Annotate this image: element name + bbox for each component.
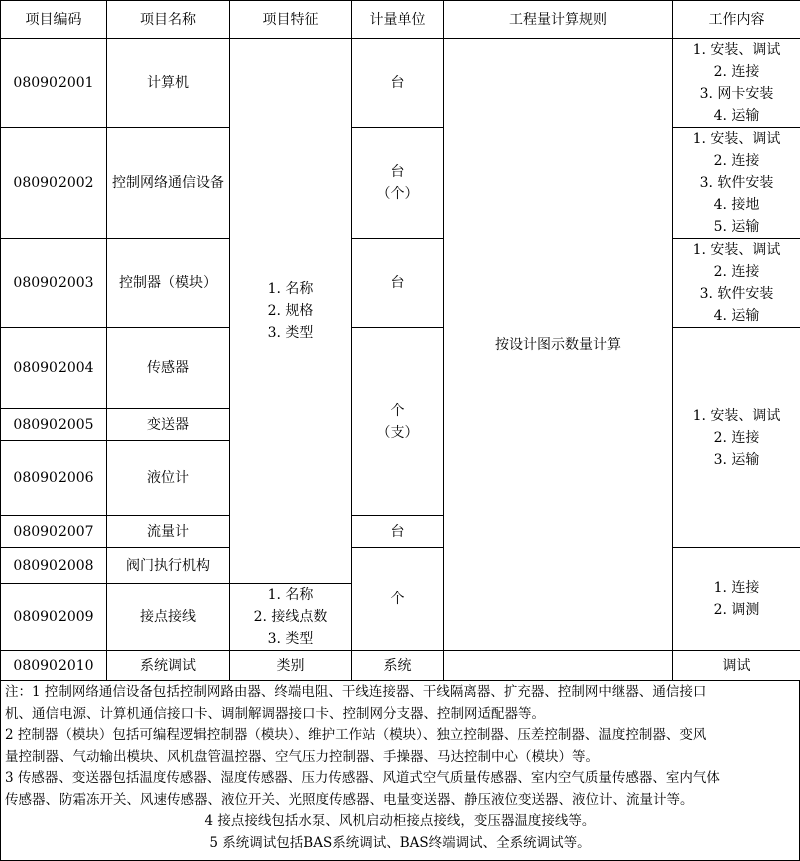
work-line: 4. 运输 [713, 308, 760, 324]
work-line: 2. 连接 [713, 64, 760, 80]
item-name: 阀门执行机构 [107, 548, 230, 584]
feature-line: 3. 类型 [267, 631, 314, 647]
item-name: 计算机 [107, 39, 230, 128]
header-unit: 计量单位 [352, 1, 444, 39]
unit-cell [352, 328, 444, 516]
work-line: 4. 接地 [713, 197, 760, 213]
header-rule: 工程量计算规则 [444, 1, 673, 39]
unit-line: （个） [376, 186, 419, 202]
table-row [1, 651, 800, 681]
feature-line: 3. 类型 [267, 325, 314, 341]
header-code: 项目编码 [1, 1, 107, 39]
unit-cell [352, 128, 444, 239]
work-line: 2. 连接 [713, 429, 760, 446]
work-line: 1. 连接 [713, 580, 760, 596]
feature-line: 2. 规格 [267, 303, 314, 319]
feature-cell [230, 39, 352, 584]
item-code: 080902005 [1, 409, 107, 441]
notes-section [0, 680, 800, 861]
work-line: 3. 运输 [713, 451, 760, 468]
note-line: 量控制器、气动输出模块、风机盘管温控器、空气压力控制器、手操器、马达控制中心（模块）等。 [5, 748, 599, 765]
feature-line: 1. 名称 [267, 587, 314, 603]
item-code: 080902002 [1, 128, 107, 239]
work-line: 2. 调测 [713, 602, 760, 618]
note-line: 2 控制器（模块）包括可编程逻辑控制器（模块）、维护工作站（模块）、独立控制器、压差控制器、温度控制器、变风 [5, 727, 707, 743]
feature-line: 2. 接线点数 [253, 609, 328, 625]
item-name: 变送器 [107, 409, 230, 441]
unit-cell: 台 [352, 239, 444, 328]
work-line: 1. 安装、调试 [692, 407, 781, 424]
unit-line: 台 [390, 164, 405, 180]
rule-cell-empty [444, 651, 673, 681]
feature-cell: 类别 [230, 651, 352, 681]
table-row [1, 128, 800, 239]
item-code: 080902004 [1, 328, 107, 409]
header-work: 工作内容 [673, 1, 800, 39]
header-row [1, 1, 800, 39]
work-line: 1. 安装、调试 [692, 131, 781, 147]
note-line: 注：1 控制网络通信设备包括控制网路由器、终端电阻、干线连接器、干线隔离器、扩充器、控制网中继器、通信接口 [5, 684, 707, 700]
work-content-cell [673, 239, 800, 328]
table-row [1, 328, 800, 409]
item-code: 080902010 [1, 651, 107, 681]
unit-cell: 个 [352, 548, 444, 651]
note-line: 传感器、防霜冻开关、风速传感器、液位开关、光照度传感器、电量变送器、静压液位变送器、液位计、流量计等。 [5, 791, 694, 808]
header-name: 项目名称 [107, 1, 230, 39]
work-content-cell [673, 548, 800, 651]
work-line: 3. 软件安装 [699, 286, 774, 302]
work-line: 3. 软件安装 [699, 175, 774, 191]
work-content-cell [673, 128, 800, 239]
item-code: 080902003 [1, 239, 107, 328]
note-line: 4 接点接线包括水泵、风机启动柜接点接线，变压器温度接线等。 [204, 813, 596, 829]
table-row [1, 239, 800, 328]
item-name: 控制器（模块） [107, 239, 230, 328]
unit-line: （支） [376, 424, 419, 441]
item-name: 传感器 [107, 328, 230, 409]
work-line: 2. 连接 [713, 153, 760, 169]
unit-cell: 台 [352, 516, 444, 548]
item-code: 080902007 [1, 516, 107, 548]
work-line: 1. 安装、调试 [692, 242, 781, 258]
unit-cell: 台 [352, 39, 444, 128]
work-line: 1. 安装、调试 [692, 42, 781, 58]
feature-line: 1. 名称 [267, 281, 314, 297]
item-name: 接点接线 [107, 584, 230, 651]
note-line: 3 传感器、变送器包括温度传感器、湿度传感器、压力传感器、风道式空气质量传感器、室内空气质量传感器、室内气体 [5, 770, 720, 786]
work-line: 3. 网卡安装 [699, 86, 774, 102]
rule-cell: 按设计图示数量计算 [444, 39, 673, 651]
item-name: 流量计 [107, 516, 230, 548]
item-name: 系统调试 [107, 651, 230, 681]
table-row [1, 39, 800, 128]
item-name: 液位计 [107, 441, 230, 516]
unit-line: 个 [390, 402, 405, 419]
work-line: 2. 连接 [713, 264, 760, 280]
feature-cell [230, 584, 352, 651]
work-content-cell: 调试 [673, 651, 800, 681]
note-line: 机、通信电源、计算机通信接口卡、调制解调器接口卡、控制网分支器、控制网适配器等。 [5, 705, 545, 722]
item-code: 080902008 [1, 548, 107, 584]
table-row [1, 548, 800, 584]
work-content-cell [673, 39, 800, 128]
work-content-cell [673, 328, 800, 548]
item-code: 080902009 [1, 584, 107, 651]
item-name: 控制网络通信设备 [107, 128, 230, 239]
work-line: 5. 运输 [713, 219, 760, 235]
work-line: 4. 运输 [713, 108, 760, 124]
item-code: 080902001 [1, 39, 107, 128]
item-code: 080902006 [1, 441, 107, 516]
header-feature: 项目特征 [230, 1, 352, 39]
unit-cell: 系统 [352, 651, 444, 681]
note-line: 5 系统调试包括BAS系统调试、BAS终端调试、全系统调试等。 [209, 834, 591, 851]
